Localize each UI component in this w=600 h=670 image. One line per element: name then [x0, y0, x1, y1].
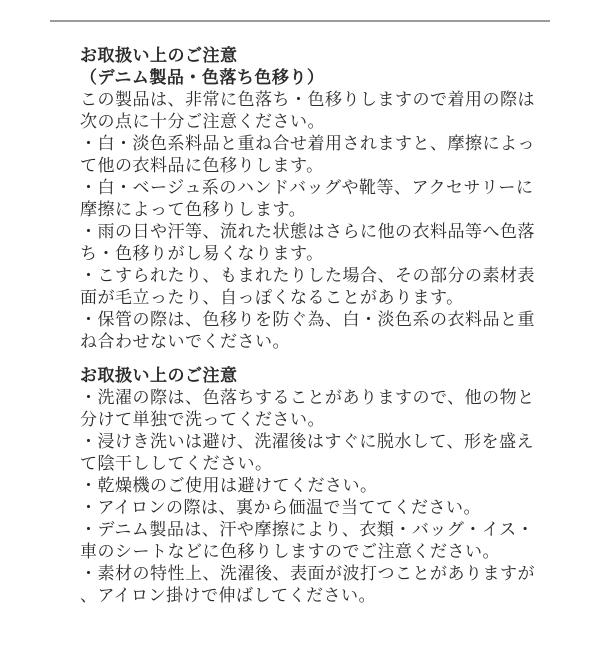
section-1-text-line-3: ・白・淡色系料品と重ね合せ着用されますと、摩擦によっ — [80, 134, 535, 153]
section-2-text-line-4: て陰干ししてください。 — [80, 454, 273, 473]
section-1-text-line-2: 次の点に十分ご注意ください。 — [80, 112, 325, 131]
section-1-text-line-9: ・こすられたり、もまれたりした場合、その部分の素材表 — [80, 266, 535, 285]
section-2-text-line-1: ・洗濯の際は、色落ちすることがありますので、他の物と — [80, 388, 535, 407]
section-1-text-line-4: て他の衣料品に色移りします。 — [80, 156, 324, 175]
section-2-text-line-9: ・素材の特性上、洗濯後、表面が波打つことがありますが — [80, 564, 535, 583]
care-instructions-document — [80, 45, 560, 607]
section-2-heading-line-1: お取扱い上のご注意 — [80, 366, 238, 385]
section-1-text-line-5: ・白・ベージュ系のハンドバッグや靴等、アクセサリーに — [80, 178, 534, 197]
section-1-heading-line-1: お取扱い上のご注意 — [80, 46, 238, 65]
section-2-text-line-7: ・デニム製品は、汗や摩擦により、衣類・バッグ・イス・ — [80, 520, 535, 539]
section-1-text-line-10: 面が毛立ったり、自っぽくなることがあります。 — [80, 288, 464, 307]
section-1-text-line-8: ち・色移りがし易くなります。 — [80, 244, 324, 263]
section-2-text-line-3: ・浸けき洗いは避け、洗濯後はすぐに脱水して、形を盛え — [80, 432, 534, 451]
section-2-text-line-2: 分けて単独で洗ってください。 — [80, 410, 325, 429]
section-2-text-line-6: ・アイロンの際は、裏から価温で当ててください。 — [80, 498, 481, 517]
section-1-heading-line-2: （デニム製品・色落ち色移り） — [80, 68, 325, 87]
section-1-text-line-6: 摩擦によって色移りします。 — [80, 200, 307, 219]
section-2-text-line-5: ・乾燥機のご使用は避けてください。 — [80, 476, 378, 495]
top-divider — [50, 20, 550, 22]
section-1-text-line-7: ・雨の日や汗等、流れた状態はさらに他の衣料品等へ色落 — [80, 222, 535, 241]
section-1-text-line-12: ね合わせないでください。 — [80, 332, 290, 351]
section-2-text-line-10: 、アイロン掛けで伸ばしてください。 — [80, 586, 376, 605]
section-1-text-line-11: ・保管の際は、色移りを防ぐ為、白・淡色系の衣料品と重 — [80, 310, 535, 329]
section-1-text-line-1: この製品は、非常に色落ち・色移りしますので着用の際は — [80, 90, 535, 109]
section-2-text-line-8: 車のシートなどに色移りしますのでご注意ください。 — [80, 542, 500, 561]
care-section-2 — [80, 365, 560, 607]
care-section-1 — [80, 45, 560, 353]
